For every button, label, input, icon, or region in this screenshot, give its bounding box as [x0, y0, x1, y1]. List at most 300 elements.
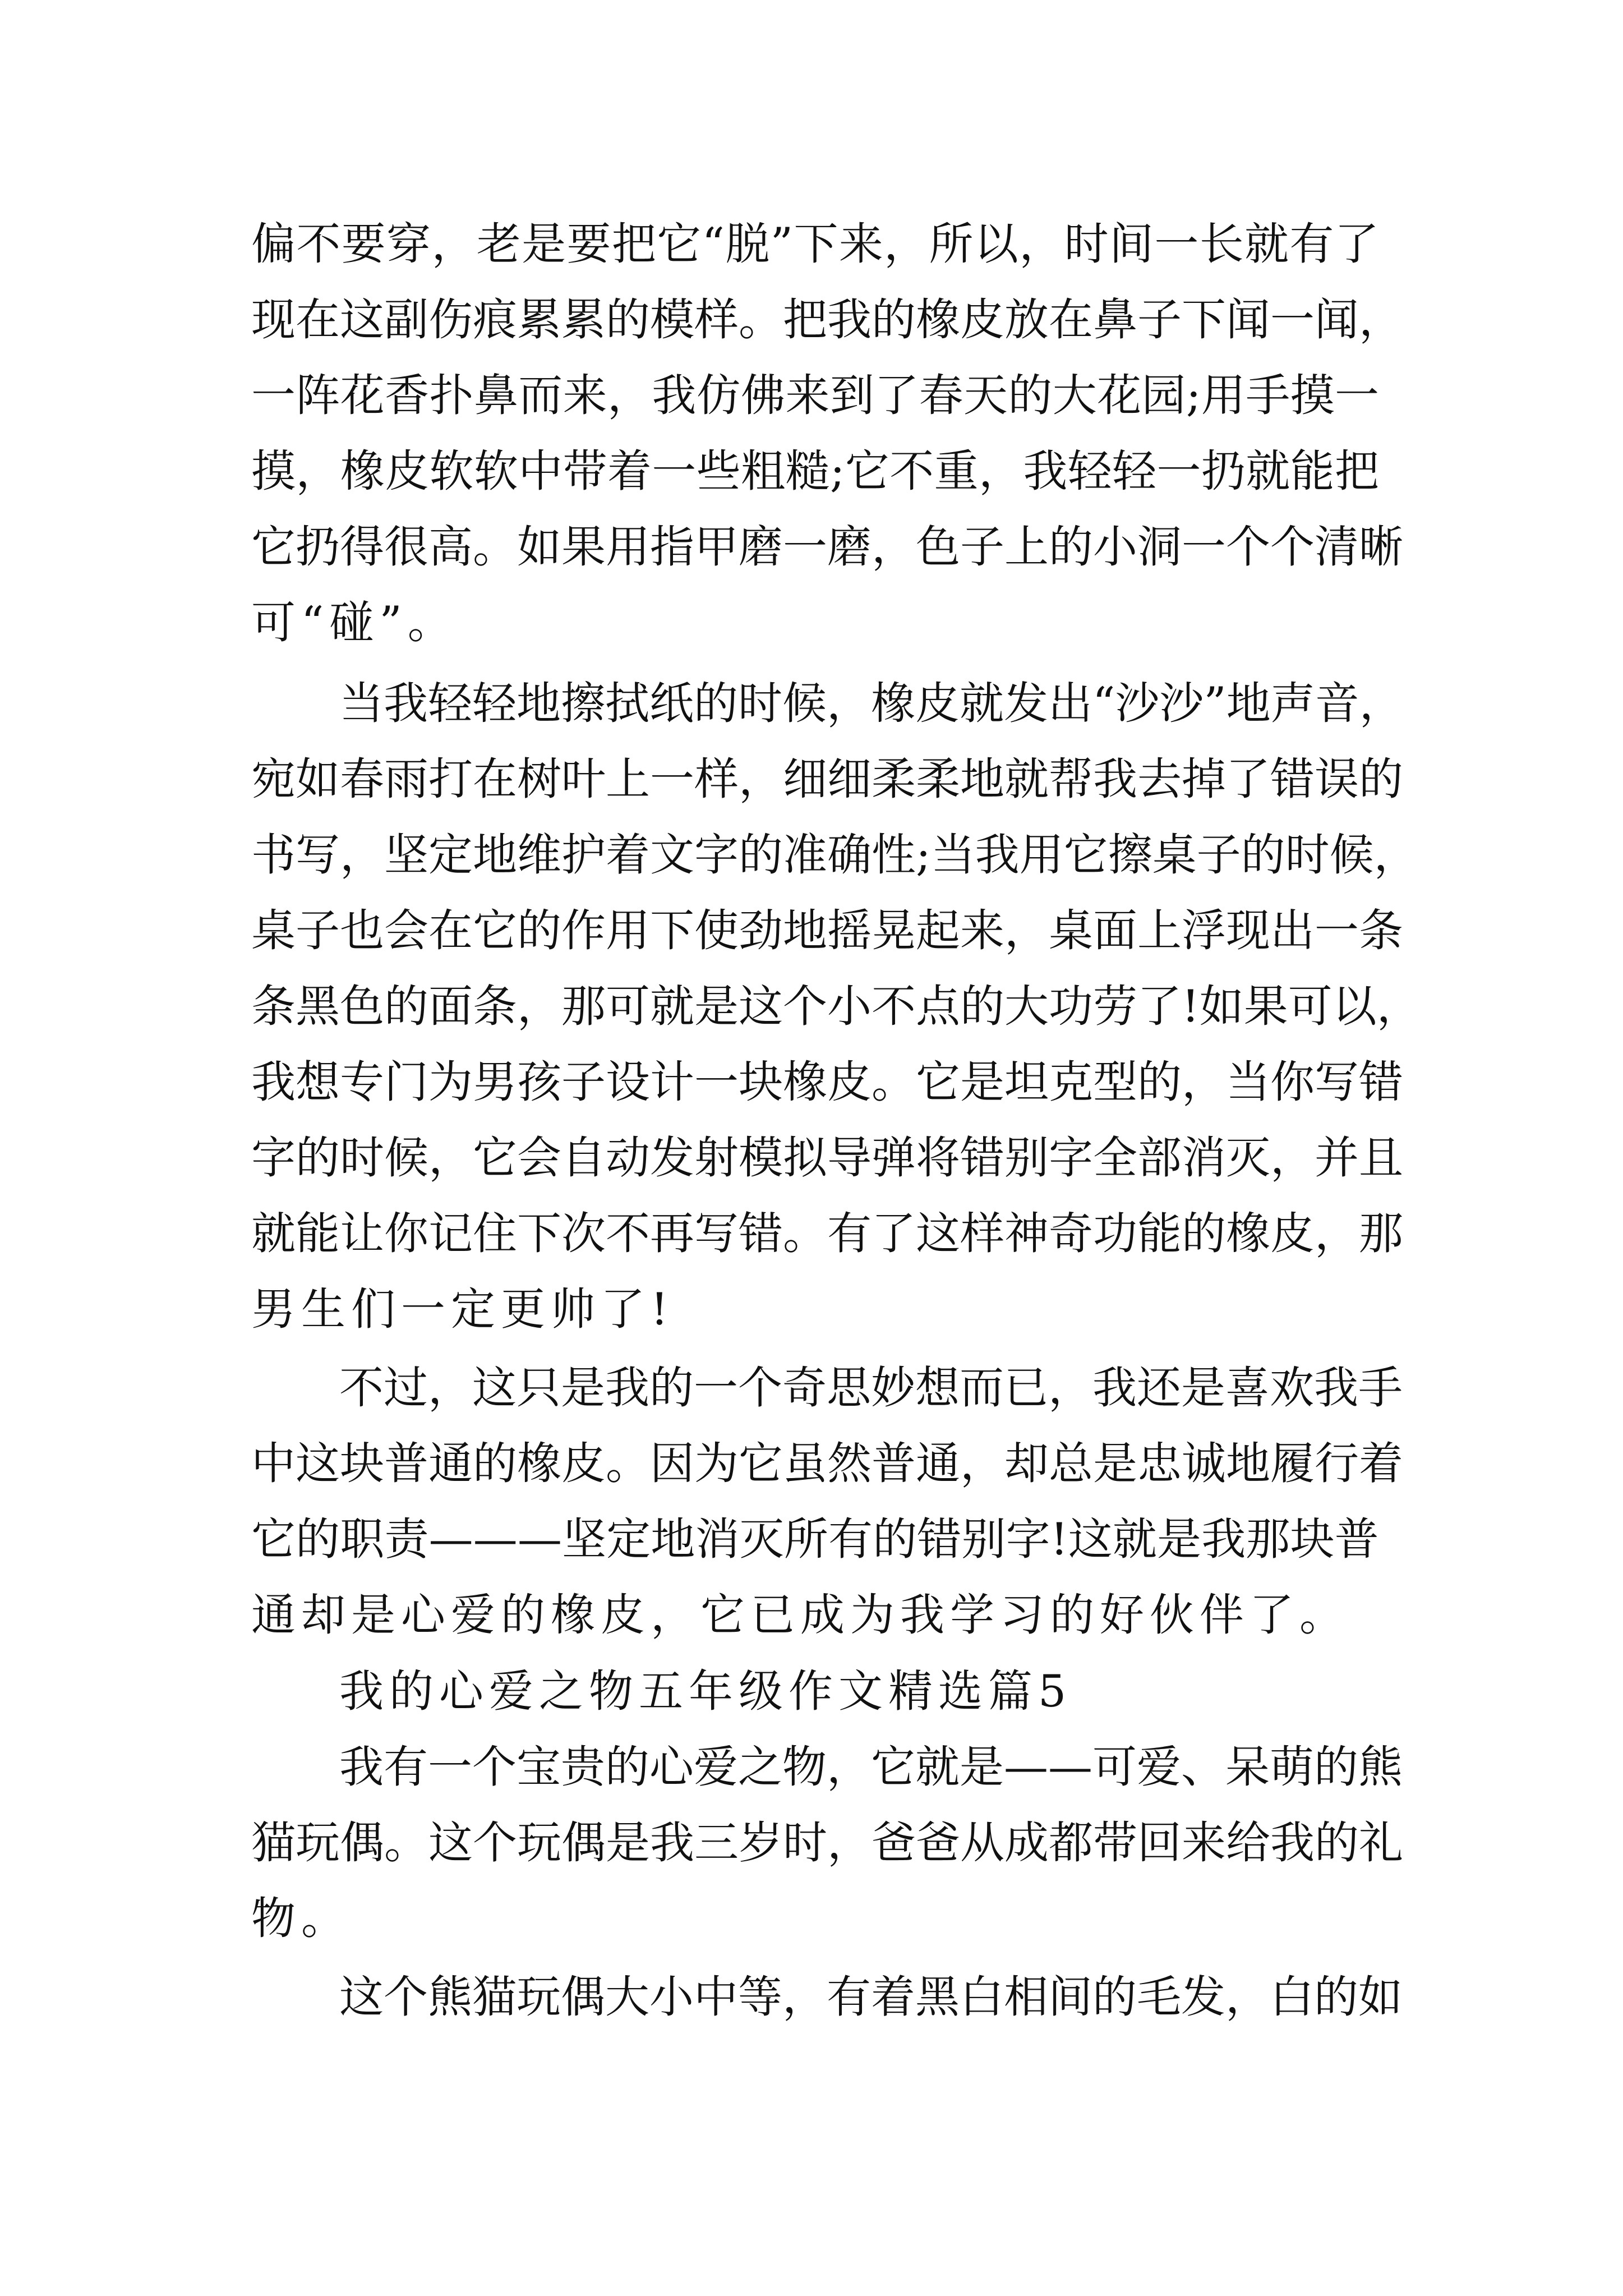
glyph: 如	[517, 521, 561, 573]
glyph: —	[428, 1513, 473, 1565]
glyph: 且	[1359, 1132, 1403, 1184]
glyph: 拭	[605, 678, 649, 729]
glyph: 子	[960, 521, 1004, 573]
glyph: 皮	[1270, 1208, 1315, 1259]
glyph: 很	[384, 521, 428, 573]
glyph: 的	[1359, 753, 1403, 805]
glyph: 柔	[916, 753, 960, 805]
glyph: 因	[650, 1438, 694, 1489]
glyph: 可	[1288, 981, 1332, 1032]
glyph: 一	[1315, 905, 1359, 956]
glyph: 地	[783, 905, 827, 956]
glyph: 爱	[694, 1741, 738, 1793]
text-line	[251, 1197, 1403, 1270]
glyph: 果	[1243, 981, 1288, 1032]
text-line	[251, 1427, 1403, 1500]
glyph: 记	[428, 1208, 473, 1259]
glyph: 磨	[739, 521, 783, 573]
glyph: 我	[650, 1817, 694, 1869]
glyph: 这	[339, 1971, 384, 2023]
glyph: 就	[1246, 445, 1290, 497]
glyph: 错	[739, 1208, 783, 1259]
glyph: 仿	[696, 370, 741, 421]
glyph: 如	[296, 753, 340, 805]
glyph: 闻	[1315, 294, 1359, 346]
glyph: 样	[960, 1208, 1004, 1259]
glyph: 上	[606, 753, 650, 805]
glyph: “	[702, 218, 725, 270]
glyph: 就	[650, 981, 694, 1032]
glyph: 时	[738, 678, 782, 729]
glyph: 地	[960, 753, 1004, 805]
glyph: 计	[650, 1056, 694, 1108]
glyph: 桌	[1152, 829, 1197, 881]
glyph: 用	[1201, 370, 1246, 421]
glyph: 个	[1270, 521, 1315, 573]
glyph: 摇	[827, 905, 872, 956]
glyph: 橡	[517, 1438, 561, 1489]
glyph: 宛	[251, 753, 296, 805]
glyph: 准	[783, 829, 827, 881]
glyph: 鼻	[1093, 294, 1137, 346]
glyph: 误	[1315, 753, 1359, 805]
glyph: 雨	[384, 753, 428, 805]
glyph: 轻	[1112, 445, 1157, 497]
glyph: 这	[916, 1208, 960, 1259]
glyph: 、	[1181, 1741, 1225, 1793]
glyph: 在	[1049, 294, 1093, 346]
glyph: 的	[873, 1513, 917, 1565]
glyph: ”	[770, 218, 794, 270]
glyph: 不	[296, 218, 341, 270]
glyph: 用	[606, 521, 650, 573]
glyph: ，	[340, 829, 384, 881]
glyph: 色	[340, 981, 384, 1032]
glyph: 喜	[1225, 1362, 1270, 1414]
glyph: 有	[827, 1971, 871, 2023]
glyph: —	[1048, 1741, 1092, 1793]
glyph: 点	[916, 981, 960, 1032]
glyph: 把	[1335, 445, 1379, 497]
glyph: 毛	[1137, 1971, 1181, 2023]
glyph: 的	[473, 1438, 517, 1489]
glyph: 下	[650, 905, 694, 956]
glyph: 导	[827, 1132, 872, 1184]
glyph: 摸	[1290, 370, 1335, 421]
glyph: 履	[1270, 1438, 1315, 1489]
glyph: 让	[340, 1208, 384, 1259]
glyph: 地	[651, 1513, 695, 1565]
glyph: 扔	[296, 521, 340, 573]
glyph: 爸	[916, 1817, 960, 1869]
glyph: 宝	[517, 1741, 561, 1793]
glyph: 将	[916, 1132, 960, 1184]
glyph: ，	[960, 1438, 1004, 1489]
glyph: 个	[473, 1817, 517, 1869]
glyph: 的	[296, 1132, 340, 1184]
glyph: 条	[1359, 905, 1403, 956]
glyph: 偶	[340, 1817, 384, 1869]
glyph: 磨	[827, 521, 872, 573]
glyph: 消	[1182, 1132, 1226, 1184]
glyph: 的	[605, 1741, 649, 1793]
glyph: 当	[339, 678, 384, 729]
glyph: 的	[1314, 1741, 1358, 1793]
glyph: 之	[738, 1741, 782, 1793]
glyph: 字	[1049, 1132, 1093, 1184]
glyph: 我	[652, 370, 697, 421]
glyph: 中	[694, 1971, 738, 2023]
glyph: 了	[1137, 981, 1182, 1032]
glyph: 的	[739, 829, 783, 881]
glyph: 黑	[296, 981, 340, 1032]
glyph: 的	[296, 1513, 340, 1565]
glyph: 扔	[1201, 445, 1246, 497]
glyph: 手	[1358, 1362, 1403, 1414]
glyph: ，	[979, 445, 1023, 497]
glyph: 欢	[1270, 1362, 1314, 1414]
glyph: 的	[1182, 1208, 1226, 1259]
glyph: 它	[251, 1513, 296, 1565]
glyph: ，	[1315, 1208, 1359, 1259]
text-line	[251, 208, 1379, 280]
glyph: 就	[1112, 1513, 1157, 1565]
glyph: 孩	[517, 1056, 561, 1108]
glyph: 的	[1315, 1817, 1359, 1869]
glyph: 地	[1226, 678, 1271, 729]
glyph: 呆	[1225, 1741, 1270, 1793]
glyph: 柔	[872, 753, 916, 805]
glyph: ，	[607, 370, 652, 421]
glyph: 我	[1093, 753, 1137, 805]
glyph: 时	[783, 1817, 827, 1869]
glyph: 擦	[1108, 829, 1152, 881]
glyph: 它	[916, 1056, 960, 1108]
glyph: 橡	[916, 294, 960, 346]
glyph: ，	[739, 753, 783, 805]
glyph: ，	[872, 521, 916, 573]
glyph: 着	[1359, 1438, 1403, 1489]
glyph: 是	[606, 1817, 650, 1869]
glyph: 老	[476, 218, 521, 270]
glyph: 浮	[1182, 905, 1226, 956]
glyph: ，	[1376, 981, 1421, 1032]
glyph: 橡	[783, 1056, 827, 1108]
glyph: 在	[296, 294, 340, 346]
glyph: 为	[694, 1438, 739, 1489]
glyph: 来	[1182, 1817, 1226, 1869]
glyph: 了	[1226, 753, 1270, 805]
glyph: 给	[1226, 1817, 1270, 1869]
glyph: 定	[606, 1513, 651, 1565]
glyph: 皮	[385, 445, 430, 497]
glyph: 要	[566, 218, 611, 270]
glyph: ，	[517, 981, 561, 1032]
glyph: 出	[1048, 678, 1092, 729]
glyph: 用	[1019, 829, 1064, 881]
glyph: 是	[960, 1056, 1004, 1108]
glyph: 一	[1270, 294, 1315, 346]
glyph: 自	[561, 1132, 606, 1184]
glyph: 中	[518, 445, 563, 497]
glyph: 来	[960, 905, 1004, 956]
glyph: ，	[296, 445, 340, 497]
glyph: 定	[428, 829, 473, 881]
text-line	[251, 435, 1379, 508]
glyph: 天	[963, 370, 1008, 421]
glyph: 个	[738, 1362, 782, 1414]
glyph: 块	[1290, 1513, 1335, 1565]
glyph: ;	[829, 445, 845, 497]
glyph: 作	[561, 905, 606, 956]
glyph: 是	[561, 1362, 605, 1414]
text-line	[251, 510, 1403, 583]
glyph: 清	[1315, 521, 1359, 573]
glyph: 它	[473, 905, 517, 956]
text-line	[251, 283, 1403, 356]
glyph: 然	[827, 1438, 872, 1489]
glyph: 一	[1154, 218, 1199, 270]
glyph: 总	[1049, 1438, 1093, 1489]
glyph: 长	[1199, 218, 1244, 270]
glyph: 坚	[384, 829, 428, 881]
glyph: 大	[605, 1971, 649, 2023]
glyph: 重	[934, 445, 979, 497]
glyph: 一	[650, 753, 694, 805]
glyph: 功	[1049, 981, 1093, 1032]
glyph: 出	[1270, 905, 1315, 956]
glyph: 地	[1226, 1438, 1270, 1489]
glyph: 用	[606, 905, 650, 956]
glyph: 玩	[296, 1817, 340, 1869]
glyph: 错	[917, 1513, 962, 1565]
glyph: 白	[960, 1971, 1004, 2023]
glyph: 闻	[1226, 294, 1270, 346]
text-line: 男生们一定更帅了!	[251, 1283, 674, 1335]
glyph: 你	[1270, 1056, 1315, 1108]
glyph: 普	[872, 1438, 916, 1489]
glyph: 萌	[1270, 1741, 1314, 1793]
glyph: 已	[1004, 1362, 1048, 1414]
glyph: 橡	[1226, 1208, 1270, 1259]
glyph: ，	[827, 1817, 872, 1869]
glyph: 猫	[472, 1971, 517, 2023]
glyph: 时	[340, 1132, 384, 1184]
glyph: 的	[1137, 1056, 1182, 1108]
glyph: 有	[1289, 218, 1334, 270]
glyph: 我	[251, 1056, 296, 1108]
glyph: 候	[1329, 829, 1374, 881]
glyph: 个	[783, 981, 827, 1032]
glyph: 候	[384, 1132, 428, 1184]
glyph: 小	[827, 981, 872, 1032]
text-line	[251, 894, 1403, 967]
glyph: 爸	[872, 1817, 916, 1869]
glyph: 穿	[386, 218, 431, 270]
glyph: 来	[838, 218, 883, 270]
glyph: 所	[783, 1513, 828, 1565]
glyph: 等	[738, 1971, 782, 2023]
glyph: 皮	[960, 294, 1004, 346]
glyph: 沙	[1159, 678, 1204, 729]
glyph: 有	[828, 1513, 873, 1565]
glyph: 弹	[872, 1132, 916, 1184]
glyph: 普	[384, 1438, 428, 1489]
glyph: 猫	[251, 1817, 296, 1869]
text-line: 通却是心爱的橡皮，它已成为我学习的好伙伴了。	[251, 1589, 1349, 1641]
glyph: 心	[649, 1741, 694, 1793]
glyph: 玩	[517, 1971, 561, 2023]
glyph: 能	[296, 1208, 340, 1259]
glyph: 偏	[251, 218, 296, 270]
glyph: 错	[1270, 753, 1315, 805]
glyph: 通	[428, 1438, 473, 1489]
glyph: 现	[251, 294, 296, 346]
glyph: 错	[960, 1132, 1004, 1184]
glyph: 。	[473, 521, 517, 573]
glyph: 时	[1285, 829, 1330, 881]
glyph: ，	[827, 678, 871, 729]
glyph: 普	[1334, 1513, 1379, 1565]
glyph: 射	[694, 1132, 739, 1184]
glyph: 维	[517, 829, 561, 881]
glyph: 责	[384, 1513, 429, 1565]
glyph: 字	[251, 1132, 296, 1184]
glyph: —	[517, 1513, 562, 1565]
glyph: 偶	[561, 1817, 606, 1869]
glyph: 消	[695, 1513, 740, 1565]
glyph: 再	[650, 1208, 694, 1259]
glyph: 粗	[741, 445, 786, 497]
glyph: 把	[611, 218, 656, 270]
glyph: 所	[929, 218, 974, 270]
glyph: 这	[340, 294, 384, 346]
glyph: 到	[829, 370, 874, 421]
text-line	[251, 1121, 1403, 1194]
glyph: 花	[1097, 370, 1142, 421]
glyph: 能	[1137, 1208, 1182, 1259]
text-line	[251, 1046, 1403, 1119]
glyph: 个	[384, 1971, 428, 2023]
glyph: 橡	[340, 445, 385, 497]
glyph: 白	[1270, 1971, 1314, 2023]
glyph: 熊	[1358, 1741, 1403, 1793]
glyph: 花	[340, 370, 385, 421]
text-line	[339, 667, 1404, 740]
glyph: !	[1050, 1513, 1068, 1565]
glyph: 劳	[1093, 981, 1137, 1032]
glyph: 你	[384, 1208, 428, 1259]
glyph: 坦	[1004, 1056, 1049, 1108]
glyph: 别	[961, 1513, 1006, 1565]
glyph: 树	[517, 753, 561, 805]
glyph: 的	[517, 905, 561, 956]
glyph: 糙	[785, 445, 830, 497]
glyph: 并	[1315, 1132, 1359, 1184]
glyph: 发	[650, 1132, 694, 1184]
glyph: ，	[1359, 678, 1404, 729]
glyph: 动	[606, 1132, 650, 1184]
glyph: 着	[871, 1971, 915, 2023]
glyph: 专	[340, 1056, 384, 1108]
glyph: 春	[919, 370, 963, 421]
text-line	[339, 1731, 1403, 1803]
glyph: 住	[473, 1208, 517, 1259]
glyph: 细	[827, 753, 872, 805]
glyph: 物	[782, 1741, 827, 1793]
glyph: 性	[872, 829, 916, 881]
glyph: 面	[428, 981, 473, 1032]
glyph: 黑	[915, 1971, 960, 2023]
glyph: 我	[384, 678, 428, 729]
glyph: ;	[916, 829, 931, 881]
glyph: ，	[782, 1971, 827, 2023]
glyph: 的	[1049, 521, 1093, 573]
glyph: 。	[606, 1438, 650, 1489]
glyph: ，	[827, 1741, 871, 1793]
glyph: 橡	[871, 678, 915, 729]
glyph: 以	[974, 218, 1018, 270]
glyph: 它	[845, 445, 889, 497]
glyph: 是	[522, 218, 566, 270]
glyph: 皮	[827, 1056, 872, 1108]
glyph: 。	[783, 1208, 827, 1259]
glyph: 块	[739, 1056, 783, 1108]
glyph: 这	[739, 981, 783, 1032]
glyph: 护	[561, 829, 606, 881]
glyph: 成	[1004, 1817, 1049, 1869]
text-line	[251, 359, 1379, 432]
glyph: 色	[916, 521, 960, 573]
glyph: ，	[1019, 218, 1064, 270]
glyph: 那	[561, 981, 606, 1032]
glyph: 通	[916, 1438, 960, 1489]
glyph: 也	[340, 905, 384, 956]
glyph: 我	[605, 1362, 649, 1414]
glyph: 下	[794, 218, 838, 270]
glyph: 的	[1092, 1971, 1137, 2023]
glyph: 一	[1156, 445, 1201, 497]
text-line: 可“碰”。	[251, 597, 458, 648]
glyph: 了	[872, 1208, 916, 1259]
glyph: 叶	[561, 753, 606, 805]
glyph: 可	[1092, 1741, 1137, 1793]
glyph: 回	[1137, 1817, 1182, 1869]
glyph: 软	[429, 445, 474, 497]
glyph: 地	[473, 829, 517, 881]
glyph: 思	[827, 1362, 871, 1414]
glyph: 纸	[649, 678, 694, 729]
glyph: 部	[1137, 1132, 1182, 1184]
glyph: 门	[384, 1056, 428, 1108]
glyph: 上	[1004, 521, 1049, 573]
glyph: 一	[251, 370, 296, 421]
glyph: 行	[1315, 1438, 1359, 1489]
glyph: 就	[960, 678, 1004, 729]
glyph: 条	[251, 981, 296, 1032]
glyph: 它	[1063, 829, 1108, 881]
glyph: 书	[251, 829, 296, 881]
glyph: 皮	[915, 678, 960, 729]
glyph: 子	[1137, 294, 1182, 346]
glyph: 它	[657, 218, 702, 270]
glyph: 它	[739, 1438, 783, 1489]
glyph: 不	[872, 981, 916, 1032]
glyph: 玩	[517, 1817, 561, 1869]
glyph: 下	[1182, 294, 1226, 346]
glyph: 就	[1004, 753, 1049, 805]
glyph: 园	[1141, 370, 1186, 421]
